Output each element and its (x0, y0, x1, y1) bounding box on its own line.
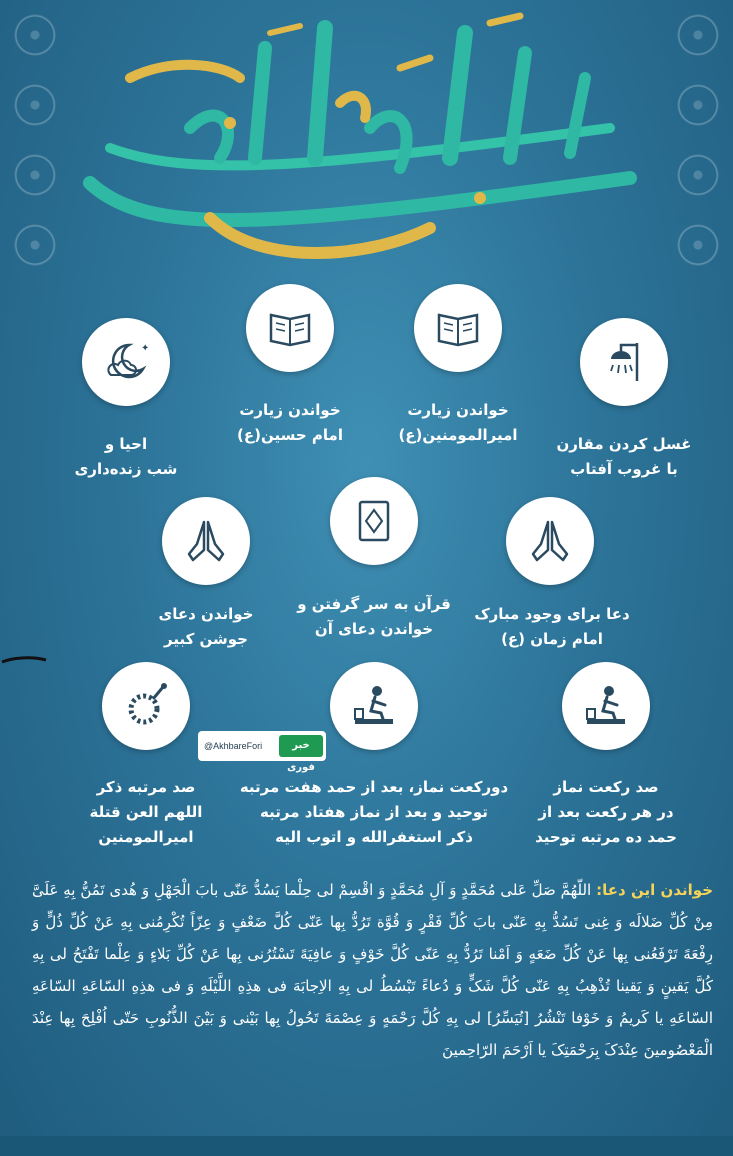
quran-on-head-icon (330, 477, 418, 565)
watermark-brand: خبر فوری (279, 735, 323, 757)
watermark-handle: @AkhbareFori (204, 741, 263, 751)
praying-hands-icon (162, 497, 250, 585)
prayer-beads-icon (102, 662, 190, 750)
action-caption: خواندن زیارت امیرالمومنین(ع) (398, 401, 518, 444)
action-caption: دورکعت نماز، بعد از حمد هفت مرتبه توحید و بعد از نماز هفتاد مرتبه ذکر استغفرالله و اتوب الیه (239, 778, 509, 846)
action-caption: صد رکعت نماز در هر رکعت بعد از حمد ده مرتبه توحید (535, 778, 677, 846)
action-caption: قرآن به سر گرفتن و خواندن دعای آن (297, 595, 451, 638)
moon-stars-icon (82, 318, 170, 406)
action-caption: دعا برای وجود مبارک امام زمان (ع) (474, 605, 630, 648)
svg-text:✦: ✦ (141, 343, 150, 354)
right-ornament-pattern (663, 0, 733, 290)
left-ornament-pattern (0, 0, 70, 290)
watermark-logo (198, 731, 326, 773)
bottom-strip (0, 1136, 733, 1156)
action-caption: خواندن زیارت امام حسین(ع) (237, 401, 343, 444)
dua-text: اللّهُمَّ صَلِّ عَلی مُحَمَّدٍ وَ آلِ مُحَمَّدٍ وَ اقْسِمْ لی حِلْما یَسُدُّ عَنّی بابَ الْجَهْلِ وَ هُدی تَمُنُّ بِهِ عَلَیَّ مِنْ کُلِّ ضَلالَه وَ غِنی تَسُدُّ بِهِ عَنّی بابَ کُلِّ فَقْرٍ وَ قُوَّة تَرُدُّ بِها عَنّی کُلَّ ضَعْفٍ وَ عِزّاً تُکْرِمُنی بِهِ عَنْ کُلِّ ذُلٍّ وَ رِفْعَهً تَرْفَعُنی بِها عَنْ کُلِّ ضَعَهٍ وَ اَمْنا تَرُدُّ بِهِ عَنّی کُلَّ خَوْفٍ وَ عافِیَهً تَسْتُرُنی بِها عَنْ کُلِّ بَلاءٍ وَ عِلْما تَفْتَحُ لی بِهِ کُلَّ یَقینٍ وَ یَقینا تُذْهِبُ بِهِ عَنّی کُلَّ شَکٍّ وَ دُعاءً تَبْسُطُ لی بِهِ الاِجابَهَ فی هذِهِ اللَّیْلَهِ وَ فی هذِهِ السّاعَهِ السّاعَهِ السّاعَهِ یا کَریمُ وَ خَوْفا تَنْشُرُ [تُیَسِّرُ] لی بِهِ کُلَّ رَحْمَهٍ وَ عِصْمَهً تَحُولُ بِها بَیْنی وَ بَیْنَ الذُّنُوبِ حَتّی اُفْلِحَ بِها عِنْدَ الْمَعْصُومینَ عِنْدَکَ بِرَحْمَتِکَ یا اَرْحَمَ الرّاحِمینَ (32, 881, 713, 1059)
stray-mark (0, 652, 48, 666)
action-caption: خواندن دعای جوشن کبیر (158, 605, 254, 648)
shower-icon (580, 318, 668, 406)
calligraphy-title-artwork (70, 8, 663, 278)
action-caption: احیا و شب زنده‌داری (74, 435, 178, 478)
quran-book-icon (414, 284, 502, 372)
praying-person-icon (330, 662, 418, 750)
dua-label: خواندن این دعا: (596, 881, 714, 899)
praying-person-icon (562, 662, 650, 750)
action-caption: غسل کردن مقارن با غروب آفتاب (556, 435, 692, 478)
praying-hands-icon (506, 497, 594, 585)
quran-book-icon (246, 284, 334, 372)
action-caption: صد مرتبه ذکر اللهم العن قتلة امیرالمومنین (89, 778, 203, 846)
dua-paragraph (32, 874, 713, 1122)
